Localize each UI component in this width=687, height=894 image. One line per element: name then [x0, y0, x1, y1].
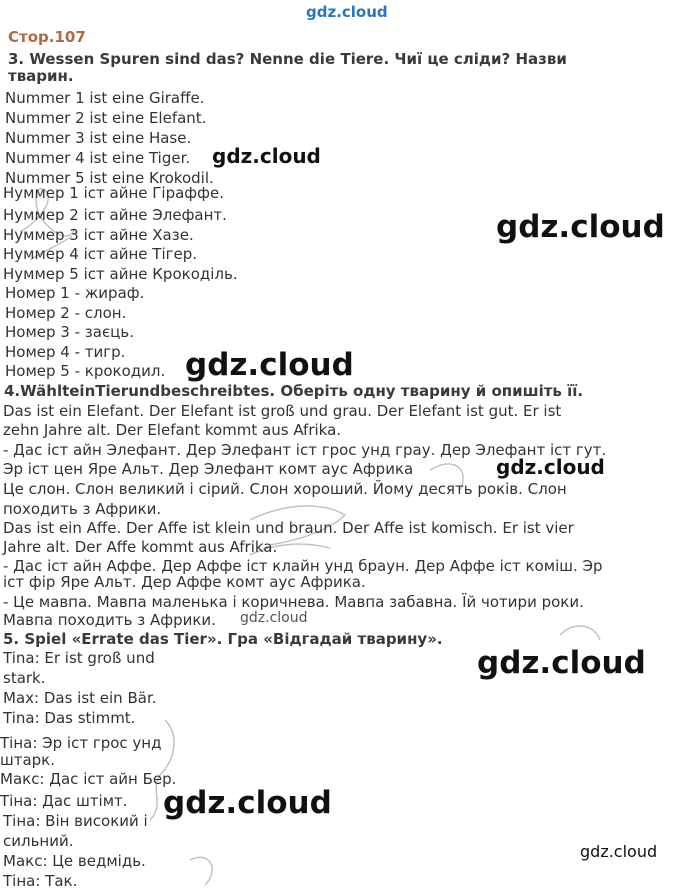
watermark: gdz.cloud	[240, 610, 308, 626]
task3-line: Nummer 3 ist eine Hase.	[5, 129, 192, 147]
task4-heading: 4.WähltеinTierundbeschreibtes. Оберіть одну тварину й опишіть її.	[4, 382, 584, 400]
task4-line: Це слон. Слон великий і сірий. Слон хороший. Йому десять років. Слон	[3, 480, 567, 498]
task3-line: Nummer 2 ist eine Elefant.	[5, 109, 207, 127]
task4-line: Das ist ein Affe. Der Affe ist klein und braun. Der Affe ist komisch. Er ist vier	[3, 519, 574, 537]
task5-line: Тіна: Так.	[3, 872, 78, 890]
task3-line: Номер 2 - слон.	[5, 304, 127, 322]
task5-line: Тіна: Він високий і	[3, 812, 148, 830]
task4-line: походить з Африки.	[3, 500, 162, 518]
watermark: gdz.cloud	[185, 347, 354, 383]
task3-line: Нуммер 2 іст айне Элефант.	[3, 206, 227, 224]
watermark: gdz.cloud	[496, 455, 605, 479]
task3-line: Нуммер 3 іст айне Хазе.	[3, 226, 194, 244]
task3-line: Nummer 5 ist eine Krokodil.	[5, 169, 214, 187]
task3-line: Nummer 4 ist eine Tiger.	[5, 149, 191, 167]
task3-line: Номер 5 - крокодил.	[5, 362, 166, 380]
task4-line: - Дас іст айн Элефант. Дер Элефант іст грос унд грау. Дер Элефант іст гут.	[3, 441, 607, 459]
task4-line: Das ist ein Elefant. Der Elefant ist groß und grau. Der Elefant ist gut. Er ist	[3, 402, 562, 420]
task5-line: Тіна: Эр іст грос унд	[0, 734, 162, 752]
watermark-top: gdz.cloud	[306, 3, 388, 21]
task3-line: Nummer 1 ist eine Giraffe.	[5, 89, 205, 107]
task5-line: Tina: Das stimmt.	[3, 709, 136, 727]
task4-line: Эр іст цен Яре Альт. Дер Элефант комт аус Африка	[3, 460, 414, 478]
task3-line: Нуммер 4 іст айне Тігер.	[3, 245, 198, 263]
task3-line: Номер 3 - заєць.	[5, 323, 135, 341]
task3-heading-line1: 3. Wessen Spuren sind das? Nenne die Tiere. Чиї це сліди? Назви	[8, 50, 567, 68]
task4-line: Мавпа походить з Африки.	[3, 611, 216, 629]
task5-line: Макс: Це ведмідь.	[3, 852, 146, 870]
task3-line: Номер 1 - жираф.	[5, 284, 145, 302]
task4-line: іст фір Яре Альт. Дер Аффе комт аус Африка.	[3, 573, 366, 591]
task5-line: сильний.	[3, 832, 74, 850]
task3-line: Нуммер 1 іст айне Гіраффе.	[3, 184, 224, 202]
watermark: gdz.cloud	[212, 144, 321, 168]
task4-line: - Дас іст айн Аффе. Дер Аффе іст клайн унд браун. Дер Аффе іст коміш. Эр	[3, 557, 603, 575]
task4-line: zehn Jahre alt. Der Elefant kommt aus Afrika.	[3, 421, 342, 439]
task3-line: Нуммер 5 іст айне Крокоділь.	[3, 265, 238, 283]
task5-line: Тіна: Дас штімт.	[0, 792, 128, 810]
page-reference: Стор.107	[8, 28, 86, 46]
watermark: gdz.cloud	[477, 645, 646, 681]
task4-line: - Це мавпа. Мавпа маленька і коричнева. Мавпа забавна. Їй чотири роки.	[3, 593, 584, 611]
task4-line: Jahre alt. Der Affe kommt aus Afrika.	[3, 538, 278, 556]
task5-heading: 5. Spiel «Errate das Tier». Гра «Відгадай тварину».	[3, 630, 443, 648]
task5-line: Макс: Дас іст айн Бер.	[0, 770, 177, 788]
task5-line: stark.	[3, 669, 46, 687]
task5-line: штарк.	[0, 751, 56, 769]
task3-heading-line2: тварин.	[8, 67, 74, 85]
task5-line: Tina: Er ist groß und	[3, 649, 155, 667]
task3-line: Номер 4 - тигр.	[5, 343, 126, 361]
watermark: gdz.cloud	[496, 209, 665, 245]
task5-line: Max: Das ist ein Bär.	[3, 689, 157, 707]
watermark: gdz.cloud	[163, 785, 332, 821]
watermark: gdz.cloud	[580, 842, 658, 861]
